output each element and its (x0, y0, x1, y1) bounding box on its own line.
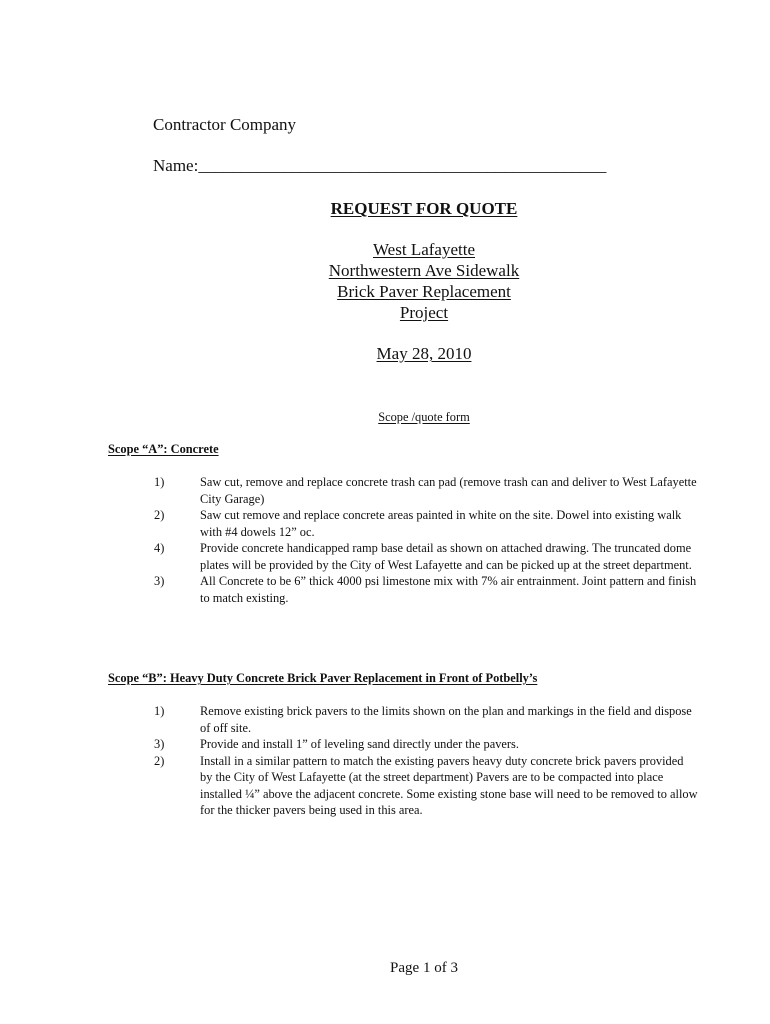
item-number: 3) (154, 574, 165, 588)
item-text: Saw cut remove and replace concrete areas painted in white on the site. Dowel into existing walk with #4 dowels 12” oc. (200, 508, 682, 539)
list-item (108, 474, 698, 507)
item-number: 2) (154, 753, 165, 768)
list-item (108, 736, 698, 753)
document-date: May 28, 2010 (376, 344, 472, 363)
scope-a-list (108, 474, 698, 606)
item-number: 2) (154, 508, 165, 522)
list-item (108, 573, 698, 606)
title-line-3: Brick Paver Replacement (337, 282, 511, 301)
item-text: Saw cut, remove and replace concrete trash can pad (remove trash can and deliver to West Lafayette City Garage) (200, 475, 697, 506)
item-number: 3) (154, 737, 165, 751)
page-number: Page 1 of 3 (390, 960, 458, 976)
list-item (108, 540, 698, 573)
scope-quote-form-subtitle: Scope /quote form (378, 410, 470, 424)
item-text: Provide and install 1” of leveling sand directly under the pavers. (200, 737, 519, 751)
item-text: Remove existing brick pavers to the limits shown on the plan and markings in the field and dispose of off site. (200, 704, 692, 735)
item-number: 1) (154, 475, 165, 489)
item-text: Provide concrete handicapped ramp base detail as shown on attached drawing. The truncated dome plates will be provided by the City of West Lafayette and can be picked up at the street department. (200, 541, 692, 572)
list-item (108, 753, 698, 819)
list-item (108, 703, 698, 736)
request-for-quote-title: REQUEST FOR QUOTE (330, 199, 518, 218)
name-line: Name:________________________________________________ (153, 156, 607, 175)
title-line-2: Northwestern Ave Sidewalk (328, 261, 520, 280)
contractor-company-label: Contractor Company (153, 115, 297, 134)
item-number: 1) (154, 704, 165, 718)
list-item (108, 507, 698, 540)
item-text: All Concrete to be 6” thick 4000 psi limestone mix with 7% air entrainment. Joint pattern and finish to match existing. (200, 574, 697, 605)
item-number: 4) (154, 541, 165, 555)
title-line-1: West Lafayette (373, 240, 475, 259)
title-line-4: Project (399, 303, 449, 322)
item-text: Install in a similar pattern to match the existing pavers heavy duty concrete brick pavers provided by the City of West Lafayette (at the street department) Pavers are to be compacted into place installed ¼” above the adjacent concrete. Some existing stone base will need to be removed to allow for the thicker pavers being used in this area. (200, 753, 698, 817)
scope-a-heading: Scope “A”: Concrete (108, 442, 219, 456)
scope-b-heading: Scope “B”: Heavy Duty Concrete Brick Paver Replacement in Front of Potbelly’s (108, 671, 538, 685)
scope-b-list (108, 703, 698, 819)
